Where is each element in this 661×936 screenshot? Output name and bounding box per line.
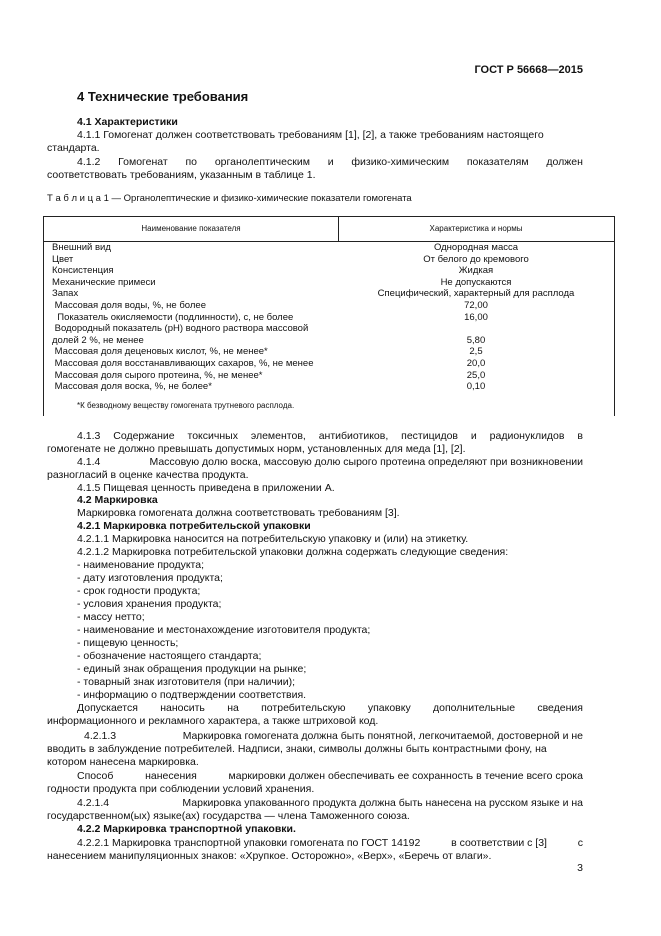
word: на: [227, 702, 239, 714]
word: Маркировка гомогената должна быть понятной, легкочитаемой, достоверной и не: [182, 730, 583, 742]
paragraph-additional-line1: [77, 702, 583, 715]
word: 4.1.4: [77, 456, 101, 468]
list-item: - массу нетто;: [77, 611, 145, 623]
word: и: [327, 156, 334, 168]
paragraph-4-1-2-line1: [77, 156, 583, 169]
table-cell-name: Показатель окисляемости (подлинности), с, не более: [52, 311, 294, 323]
page-number: 3: [577, 862, 583, 874]
paragraph-4-2-1-3-line1: [84, 730, 583, 743]
word: должен: [546, 156, 583, 168]
table-cell-value: 20,0: [466, 358, 486, 369]
paragraph-4-1-1-line1: 4.1.1 Гомогенат должен соответствовать требованиям [1], [2], а также требованиям настоящего: [77, 129, 544, 141]
table-cell-name: Массовая доля сырого протеина, %, не менее*: [52, 369, 263, 381]
table-cell-name: Массовая доля воды, %, не более: [52, 300, 206, 311]
table-cell-name: Массовая доля деценовых кислот, %, не менее*: [52, 346, 268, 358]
word: 4.2.1.3: [84, 730, 117, 742]
word: сведения: [537, 702, 583, 714]
word: вводить в заблуждение потребителей. Надписи, знаки, символы должны быть контрастными фону, на: [47, 743, 547, 755]
paragraph-4-2-1-2: 4.2.1.2 Маркировка потребительской упаковки должна содержать следующие сведения:: [77, 546, 509, 558]
table-cell-name: Массовая доля восстанавливающих сахаров, %, не менее: [52, 358, 314, 369]
word: Способ: [77, 770, 114, 782]
list-item: - условия хранения продукта;: [77, 598, 222, 610]
paragraph-4-2-1-4-line1: [77, 797, 583, 810]
paragraph-4-1-3-line2: гомогенате не должно превышать допустимых норм, установленных для меда [1], [2].: [47, 443, 466, 455]
table-cell-value: Не допускаются: [440, 276, 512, 288]
word: антибиотиков,: [318, 430, 389, 442]
word: Содержание: [113, 430, 175, 442]
word: упаковку: [367, 702, 411, 714]
table-cell-value: Специфический, характерный для расплода: [377, 288, 575, 300]
paragraph-additional-line2: информационного и рекламного характера, а также штриховой код.: [47, 715, 379, 727]
table-cell-name: Внешний вид: [52, 242, 111, 253]
word: 4.1.2: [77, 156, 101, 168]
table-cell-value: 16,00: [464, 311, 488, 323]
word: 4.2.1.4: [77, 797, 110, 809]
paragraph-4-1-1-line2: стандарта.: [47, 142, 100, 154]
word: показателям: [466, 156, 529, 168]
word: дополнительные: [433, 702, 516, 714]
word: 4.1.3: [77, 430, 101, 442]
table-col1-header: Наименование показателя: [141, 224, 241, 233]
word: физико-химическим: [351, 156, 450, 168]
subsection-title-4-1: 4.1 Характеристики: [77, 116, 178, 128]
paragraph-4-1-2-line2: соответствовать требованиям, указанным в таблице 1.: [47, 169, 316, 181]
paragraph-4-2-1-3-line3: котором нанесена маркировка.: [47, 756, 199, 768]
table-col2-header: Характеристика и нормы: [429, 224, 523, 233]
table-1: [43, 216, 615, 416]
subsection-title-4-2-1: 4.2.1 Маркировка потребительской упаковки: [77, 520, 311, 532]
list-item: - дату изготовления продукта;: [77, 572, 223, 584]
subsection-title-4-2: 4.2 Маркировка: [77, 494, 158, 506]
word: радионуклидов: [489, 430, 565, 442]
paragraph-4-1-4-line1: [77, 456, 583, 469]
table-cell-name: Механические примеси: [52, 276, 156, 288]
document-number: ГОСТ Р 56668—2015: [474, 64, 583, 76]
paragraph-4-2-2-1-line2: нанесением манипуляционных знаков: «Хрупкое. Осторожно», «Верх», «Беречь от влаги».: [47, 850, 492, 862]
table-cell-value: 72,00: [464, 300, 488, 311]
section-title: 4 Технические требования: [77, 89, 249, 104]
table-cell-name: долей 2 %, не менее: [52, 334, 144, 346]
list-item: - информацию о подтверждении соответствия.: [77, 689, 307, 701]
word: и: [470, 430, 477, 442]
word: потребительскую: [261, 702, 346, 714]
table-footnote: *К безводному веществу гомогената трутневого расплода.: [77, 401, 295, 410]
word: в соответствии с [3]: [451, 837, 547, 849]
paragraph-4-1-4-line2: разногласий в оценке качества продукта.: [47, 469, 249, 481]
table-cell-name: Водородный показатель (pH) водного раствора массовой: [52, 323, 309, 335]
word: токсичных: [187, 430, 238, 442]
word: нанесения: [145, 770, 197, 782]
subsection-title-4-2-2: 4.2.2 Маркировка транспортной упаковки.: [77, 823, 296, 835]
paragraph-4-2-2-1-line1: [77, 837, 583, 850]
table-cell-value: 0,10: [466, 381, 486, 393]
table-cell-value: Жидкая: [458, 265, 494, 277]
table-cell-value: 5,80: [466, 334, 486, 346]
table-cell-name: Запах: [52, 288, 79, 300]
paragraph-4-1-5: 4.1.5 Пищевая ценность приведена в приложении А.: [77, 482, 335, 494]
word: органолептическим: [214, 156, 310, 168]
table-cell-name: Массовая доля воска, %, не более*: [52, 381, 212, 393]
paragraph-4-2-1-4-line2: государственном(ых) языке(ах) государства — члена Таможенного союза.: [47, 810, 410, 822]
table-cell-value: 25,0: [466, 369, 486, 381]
list-item: - срок годности продукта;: [77, 585, 201, 597]
table-cell-value: 2,5: [469, 346, 483, 358]
word: маркировки должен обеспечивать ее сохранность в течение всего срока: [228, 770, 583, 782]
list-item: - наименование продукта;: [77, 559, 205, 571]
paragraph-method-line1: [77, 770, 583, 783]
list-item: - наименование и местонахождение изготовителя продукта;: [77, 624, 371, 636]
word: пестицидов: [401, 430, 459, 442]
word: Допускается: [77, 702, 138, 714]
word: в: [577, 430, 583, 442]
paragraph-4-2-1-3-line2: [47, 743, 583, 756]
paragraph-method-line2: годности продукта при соблюдении условий хранения.: [47, 783, 315, 795]
word: 4.2.2.1 Маркировка транспортной упаковки гомогената по ГОСТ 14192: [77, 837, 421, 849]
word: Массовую долю воска, массовую долю сырого протеина определяют при возникновении: [149, 456, 583, 468]
table-cell-name: Цвет: [52, 253, 74, 265]
word: элементов,: [250, 430, 306, 442]
table-cell-value: Однородная масса: [433, 242, 519, 253]
paragraph-4-2-1-1: 4.2.1.1 Маркировка наносится на потребительскую упаковку и (или) на этикетку.: [77, 533, 469, 545]
word: Маркировка упакованного продукта должна быть нанесена на русском языке и на: [182, 797, 583, 809]
list-item: - пищевую ценность;: [77, 637, 179, 649]
list-item: - товарный знак изготовителя (при наличии);: [77, 676, 295, 688]
word: с: [577, 837, 583, 849]
paragraph-4-1-3-line1: [77, 430, 583, 443]
list-item: - единый знак обращения продукции на рынке;: [77, 663, 307, 675]
table-cell-value: От белого до кремового: [423, 253, 529, 265]
paragraph-4-2: Маркировка гомогената должна соответствовать требованиям [3].: [77, 507, 400, 519]
word: наносить: [160, 702, 205, 714]
table-caption: Т а б л и ц а 1 — Органолептические и физико-химические показатели гомогената: [47, 193, 412, 204]
list-item: - обозначение настоящего стандарта;: [77, 650, 262, 662]
word: Гомогенат: [118, 156, 168, 168]
word: по: [185, 156, 198, 168]
table-cell-name: Консистенция: [52, 265, 114, 277]
